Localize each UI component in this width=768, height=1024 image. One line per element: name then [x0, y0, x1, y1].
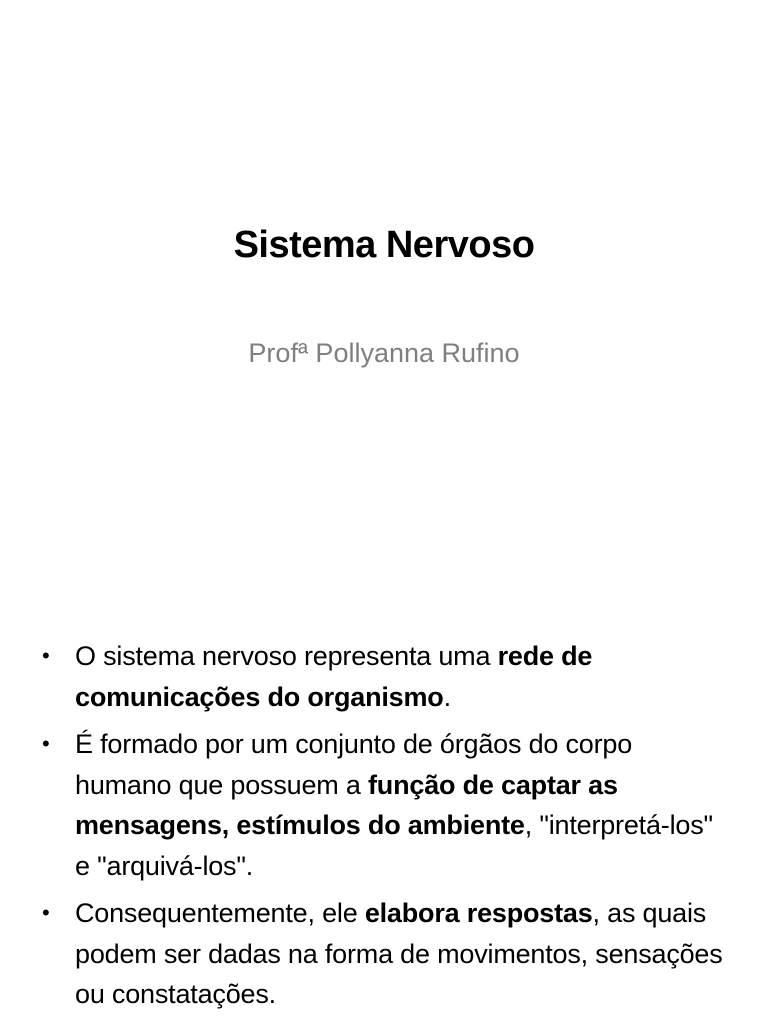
- bullet-item: [40, 636, 728, 717]
- bullet-list: [0, 636, 768, 1015]
- bullet-text: É formado por um conjunto de órgãos do corpo humano que possuem a função de captar as mensagens, estímulos do ambiente, "interpretá-los" e "arquivá-los".: [75, 729, 713, 881]
- bullet-item: [40, 724, 728, 886]
- bullet-text: O sistema nervoso representa uma rede de comunicações do organismo.: [75, 641, 593, 712]
- slide-title: Sistema Nervoso: [233, 224, 535, 266]
- bullet-icon: •: [42, 643, 50, 668]
- content-slide: [0, 636, 768, 1022]
- bullet-icon: •: [42, 731, 50, 756]
- bullet-text: Consequentemente, ele elabora respostas, as quais podem ser dadas na forma de movimentos, sensações ou constatações.: [75, 898, 723, 1009]
- bullet-item: [40, 893, 728, 1015]
- slide-subtitle: Profª Pollyanna Rufino: [248, 338, 520, 368]
- bullet-icon: •: [42, 900, 50, 925]
